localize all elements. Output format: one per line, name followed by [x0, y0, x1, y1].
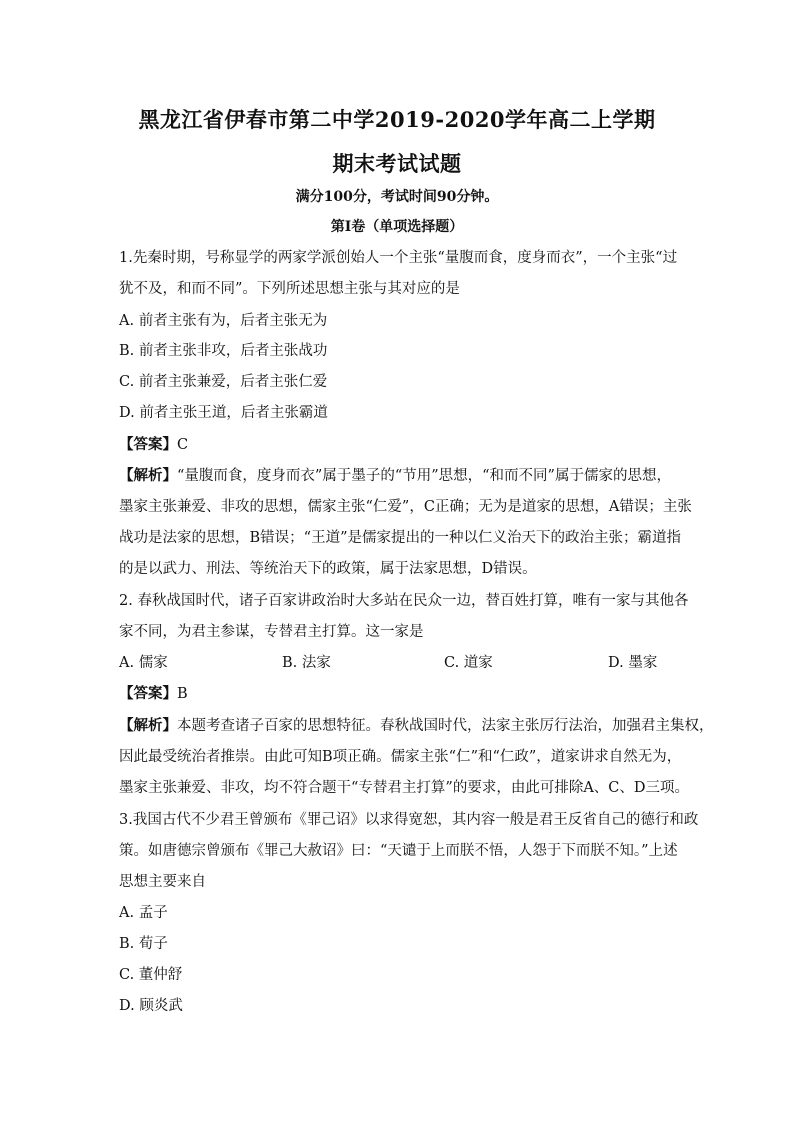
q2-option: A. 儒家 — [119, 655, 168, 671]
q1-analysis-line: 墨家主张兼爱、非攻的思想，儒家主张“仁爱”，C正确；无为是道家的思想，A错误；主张 — [119, 499, 692, 515]
q2-stem-line: 家不同，为君主参谋，专替君主打算。这一家是 — [119, 624, 424, 640]
analysis-text: 本题考查诸子百家的思想特征。春秋战国时代，法家主张厉行法治，加强君主集权， — [177, 718, 714, 734]
q3-option: A. 孟子 — [119, 905, 168, 921]
q1-answer — [119, 435, 679, 455]
analysis-label: 【解析】 — [119, 717, 177, 734]
q1-analysis-line — [119, 466, 679, 486]
title-line-1: 黑龙江省伊春市第二中学2019-2020学年高二上学期 — [138, 107, 656, 132]
title-line-2: 期末考试试题 — [332, 151, 462, 176]
answer-value: C — [177, 437, 189, 453]
q2-stem-line: 2. 春秋战国时代，诸子百家讲政治时大多站在民众一边，替百姓打算，唯有一家与其他各 — [119, 593, 689, 609]
q1-analysis-line: 战功是法家的思想，B错误；“王道”是儒家提出的一种以仁义治天下的政治主张；霸道指 — [119, 530, 681, 546]
answer-label: 【答案】 — [119, 685, 177, 702]
q3-stem-line: 思想主要来自 — [119, 874, 206, 890]
q1-option: B. 前者主张非攻，后者主张战功 — [119, 343, 328, 359]
q1-option: C. 前者主张兼爱，后者主张仁爱 — [119, 374, 328, 390]
q2-analysis-line — [119, 716, 714, 736]
q2-option: B. 法家 — [282, 655, 331, 671]
analysis-label: 【解析】 — [119, 467, 177, 484]
q3-option: C. 董仲舒 — [119, 967, 183, 983]
q1-analysis-line: 的是以武力、刑法、等统治天下的政策，属于法家思想，D错误。 — [119, 561, 537, 577]
q1-option: A. 前者主张有为，后者主张无为 — [119, 313, 328, 329]
q2-option: D. 墨家 — [608, 655, 658, 671]
q3-option: B. 荀子 — [119, 936, 168, 952]
q1-stem-line: 1.先秦时期，号称显学的两家学派创始人一个主张“量腹而食，度身而衣”，一个主张“过 — [119, 250, 678, 266]
q2-analysis-line: 墨家主张兼爱、非攻，均不符合题干“专替君主打算”的要求，由此可排除A、C、D三项。 — [119, 780, 690, 796]
q3-option: D. 顾炎武 — [119, 998, 183, 1014]
answer-value: B — [177, 686, 188, 702]
q2-answer — [119, 684, 679, 704]
q2-analysis-line: 因此最受统治者推崇。由此可知B项正确。儒家主张“仁”和“仁政”，道家讲求自然无为， — [119, 749, 682, 765]
q3-stem-line: 策。如唐德宗曾颁布《罪己大赦诏》曰：“天谴于上而朕不悟，人怨于下而朕不知。”上述 — [119, 843, 678, 859]
exam-info: 满分100分，考试时间90分钟。 — [295, 189, 499, 205]
q3-stem-line: 3.我国古代不少君王曾颁布《罪己诏》以求得宽恕，其内容一般是君王反省自己的德行和政 — [119, 812, 699, 828]
answer-label: 【答案】 — [119, 436, 177, 453]
q1-option: D. 前者主张王道，后者主张霸道 — [119, 405, 328, 421]
section-heading: 第Ⅰ卷（单项选择题） — [330, 219, 464, 235]
analysis-text: “量腹而食，度身而衣”属于墨子的“节用”思想，“和而不同”属于儒家的思想， — [177, 468, 671, 484]
q1-stem-line: 犹不及，和而不同”。下列所述思想主张与其对应的是 — [119, 281, 460, 297]
q2-option: C. 道家 — [444, 655, 493, 671]
